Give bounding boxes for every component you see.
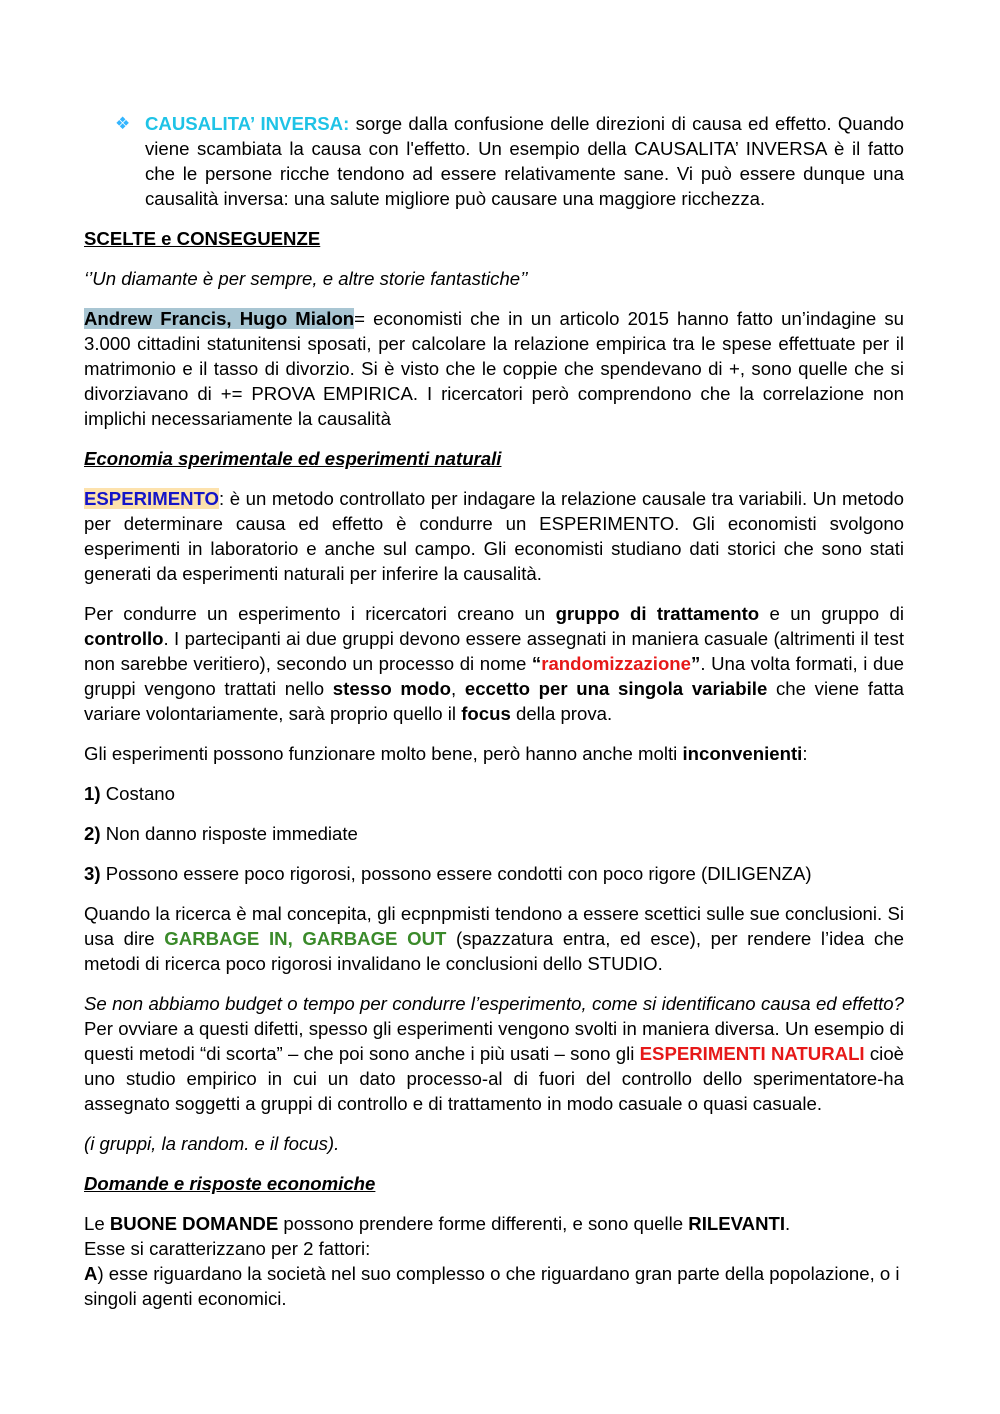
section-title: SCELTE e CONSEGUENZE	[84, 228, 321, 249]
bullet-text: sorge dalla confusione delle direzioni di causa ed effetto. Quando viene scambiata la causa con l'effetto. Un esempio della CAUSALITA’ INVERSA è il fatto che le persone ricche tendono ad essere relativamente sane. Vi può essere dunque una causalità inversa: una salute migliore può causare una maggiore ricchezza.	[145, 113, 904, 209]
red-term: randomizzazione	[541, 653, 692, 674]
list-text: Possono essere poco rigorosi, possono essere condotti con poco rigore (DILIGENZA)	[100, 863, 812, 884]
italic-note: (i gruppi, la random. e il focus).	[84, 1133, 340, 1154]
list-text: Non danno risposte immediate	[100, 823, 358, 844]
bold-text: focus	[461, 703, 511, 724]
highlighted-term: ESPERIMENTO	[84, 488, 220, 509]
text: possono prendere forme differenti, e sono quelle	[278, 1213, 689, 1234]
document-body	[84, 111, 904, 1311]
bold-text: BUONE DOMANDE	[109, 1213, 279, 1234]
text: Quando la ricerca è mal concepita, gli ecpnpmisti tendono a essere scettici sulle sue conclusioni. Si usa dire	[84, 903, 904, 949]
text: .	[785, 1213, 791, 1234]
section-heading	[84, 226, 904, 251]
diamond-bullet-icon: ❖	[115, 114, 131, 133]
bullet-term: CAUSALITA’ INVERSA:	[145, 113, 350, 134]
bold-text: RILEVANTI	[688, 1213, 786, 1234]
text: (spazzatura entra, ed esce), per rendere l’idea che metodi di ricerca poco rigorosi invalidano le conclusioni dello STUDIO.	[84, 928, 904, 974]
authors-paragraph	[84, 306, 904, 431]
list-number: 2)	[84, 823, 101, 844]
text: Per ovviare a questi difetti, spesso gli esperimenti vengono svolti in maniera diversa. Un esempio di questi metodi “di scorta” – che poi sono anche i più usati – sono gli	[84, 1018, 904, 1064]
section-title: Domande e risposte economiche	[84, 1173, 376, 1194]
bold-text: A	[84, 1263, 98, 1284]
highlighted-authors: Andrew Francis, Hugo Mialon	[84, 308, 355, 329]
text: ,	[451, 678, 465, 699]
text: cioè uno studio empirico in cui un dato processo-al di fuori del controllo dello sperimentatore-ha assegnato soggetti a gruppi di controllo e di trattamento in modo casuale o quasi casuale.	[84, 1043, 904, 1114]
bold-text: stesso modo	[332, 678, 451, 699]
list-text: Costano	[100, 783, 175, 804]
section-heading	[84, 446, 904, 471]
list-number: 1)	[84, 783, 101, 804]
text: della prova.	[510, 703, 613, 724]
paragraph-text: : è un metodo controllato per indagare la relazione causale tra variabili. Un metodo per determinare causa ed effetto è condurre un ESPERIMENTO. Gli economisti svolgono esperimenti in laboratorio e anche sul campo. Gli economisti studiano dati storici che sono stati generati da esperimenti naturali per inferire la causalità.	[84, 488, 904, 584]
text: e un gruppo di	[759, 603, 904, 624]
fattori-line: Esse si caratterizzano per 2 fattori:	[84, 1238, 371, 1259]
bold-text: controllo	[84, 628, 164, 649]
text: ) esse riguardano la società nel suo complesso o che riguardano gran parte della popolazione, o i singoli agenti economici.	[84, 1263, 900, 1309]
bold-text: eccetto per una singola variabile	[464, 678, 768, 699]
text: Per condurre un esperimento i ricercatori creano un	[84, 603, 556, 624]
list-item	[84, 781, 904, 806]
esperimenti-naturali-paragraph	[84, 991, 904, 1116]
text: :	[802, 743, 808, 764]
text: che viene fatta variare volontariamente, sarà proprio quello il	[84, 678, 905, 724]
section-heading	[84, 1171, 904, 1196]
text: Le	[84, 1213, 110, 1234]
bold-text: inconvenienti	[682, 743, 803, 764]
garbage-paragraph	[84, 901, 904, 976]
inconvenienti-paragraph	[84, 741, 904, 766]
authors-text: = economisti che in un articolo 2015 hanno fatto un’indagine su 3.000 cittadini statunitensi sposati, per calcolare la relazione empirica tra le spese effettuate per il matrimonio e il tasso di divorzio. Si è visto che le coppie che spendevano di +, sono quelle che si divorziavano di += PROVA EMPIRICA. I ricercatori però comprendono che la correlazione non implichi necessariamente la causalità	[84, 308, 904, 429]
list-item	[84, 821, 904, 846]
bold-text: ”	[691, 653, 701, 674]
buone-domande-line	[84, 1211, 904, 1236]
fattore-a-line	[84, 1261, 904, 1311]
red-term: ESPERIMENTI NATURALI	[639, 1043, 865, 1064]
text: . Una volta formati, i due gruppi vengono trattati nello	[84, 653, 904, 699]
text: Gli esperimenti possono funzionare molto bene, però hanno anche molti	[84, 743, 683, 764]
esperimento-paragraph	[84, 486, 904, 586]
bullet-causalita-inversa	[84, 111, 904, 211]
list-item	[84, 861, 904, 886]
list-number: 3)	[84, 863, 101, 884]
italic-text: Se non abbiamo budget o tempo per condurre l’esperimento, come si identificano causa ed effetto?	[84, 993, 904, 1014]
bold-text: “	[531, 653, 542, 674]
quote: ‘’Un diamante è per sempre, e altre storie fantastiche’’	[84, 268, 528, 289]
trattamento-paragraph	[84, 601, 904, 726]
text: . I partecipanti ai due gruppi devono essere assegnati in maniera casuale (altrimenti il test non sarebbe veritiero), secondo un processo di nome	[84, 628, 904, 674]
green-term: GARBAGE IN, GARBAGE OUT	[164, 928, 447, 949]
bold-text: gruppo di trattamento	[555, 603, 760, 624]
section-title: Economia sperimentale ed esperimenti naturali	[84, 448, 502, 469]
